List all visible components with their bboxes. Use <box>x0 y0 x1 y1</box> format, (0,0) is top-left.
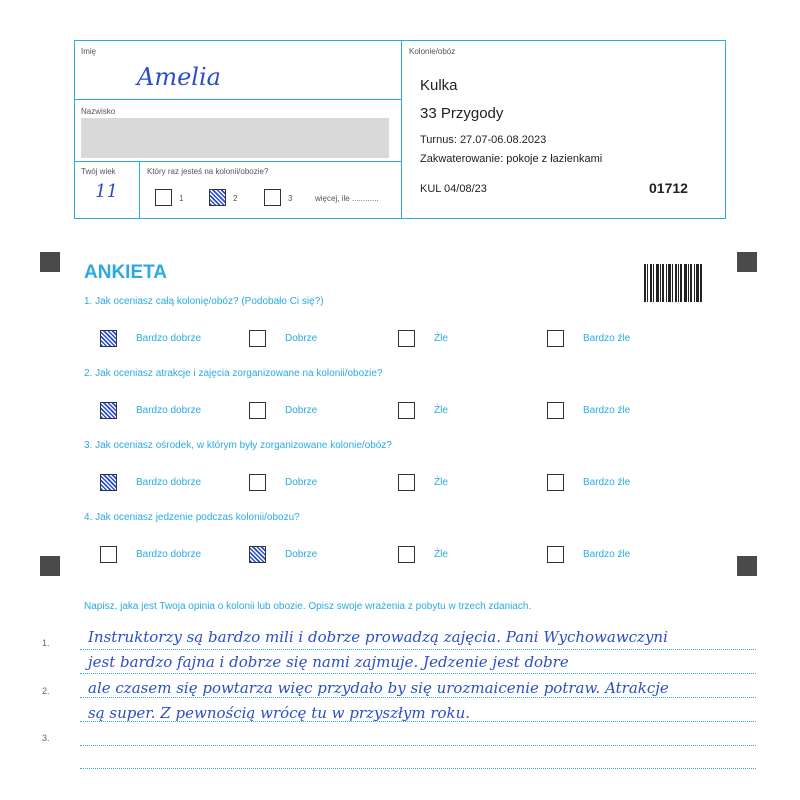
name-value: Amelia <box>137 63 221 91</box>
handwritten-comment-line: są super. Z pewnością wrócę tu w przyszłym roku. <box>88 704 471 722</box>
q3-option-label: Dobrze <box>285 477 318 488</box>
times-checkbox-2[interactable] <box>209 189 226 206</box>
writing-line <box>80 649 756 650</box>
q2-checkbox-very-good[interactable] <box>100 402 117 419</box>
q4-option-label: Bardzo dobrze <box>136 549 202 560</box>
writing-line <box>80 673 756 674</box>
camp-turnus: Turnus: 27.07-06.08.2023 <box>420 134 547 146</box>
q3-option-label: Źle <box>434 477 448 488</box>
camp-location: Kulka <box>420 77 458 94</box>
q3-checkbox-very-good[interactable] <box>100 474 117 491</box>
times-option-more: więcej, ile ............ <box>315 194 379 203</box>
camp-code: KUL 04/08/23 <box>420 183 487 195</box>
camp-program: 33 Przygody <box>420 105 504 122</box>
writing-line <box>80 768 756 769</box>
times-checkbox-3[interactable] <box>264 189 281 206</box>
name-label: Imię <box>81 47 97 56</box>
barcode <box>644 264 702 302</box>
q4-checkbox-very-good[interactable] <box>100 546 117 563</box>
writing-line <box>80 697 756 698</box>
q1-option-label: Bardzo dobrze <box>136 333 202 344</box>
camp-label: Kolonie/obóz <box>409 47 456 56</box>
header-box <box>74 40 726 219</box>
handwritten-comment-line: ale czasem się powtarza więc przydało by się urozmaicenie potraw. Atrakcje <box>88 679 669 697</box>
question-text: 2. Jak oceniasz atrakcje i zajęcia zorganizowane na kolonii/obozie? <box>84 368 383 379</box>
q4-option-label: Dobrze <box>285 549 318 560</box>
q1-checkbox-good[interactable] <box>249 330 266 347</box>
registration-marker <box>737 556 757 576</box>
question-text: 3. Jak oceniasz ośrodek, w którym były zorganizowane kolonie/obóz? <box>84 440 392 451</box>
line-number-3: 3. <box>42 733 50 743</box>
line-number-1: 1. <box>42 638 50 648</box>
q2-checkbox-very-bad[interactable] <box>547 402 564 419</box>
q1-checkbox-very-good[interactable] <box>100 330 117 347</box>
question-text: 1. Jak oceniasz całą kolonię/obóz? (Podobało Ci się?) <box>84 296 324 307</box>
opinion-prompt: Napisz, jaka jest Twoja opinia o kolonii lub obozie. Opisz swoje wrażenia z pobytu w trzech zdaniach. <box>84 601 532 612</box>
writing-line <box>80 745 756 746</box>
q2-option-label: Bardzo dobrze <box>136 405 202 416</box>
q2-option-label: Dobrze <box>285 405 318 416</box>
question-text: 4. Jak oceniasz jedzenie podczas kolonii/obozu? <box>84 512 300 523</box>
q4-option-label: Bardzo źle <box>583 549 631 560</box>
q2-option-label: Bardzo źle <box>583 405 631 416</box>
q2-checkbox-good[interactable] <box>249 402 266 419</box>
q4-option-label: Źle <box>434 549 448 560</box>
q4-checkbox-good[interactable] <box>249 546 266 563</box>
handwritten-comment-line: Instruktorzy są bardzo mili i dobrze prowadzą zajęcia. Pani Wychowawczyni <box>88 628 668 646</box>
registration-marker <box>40 556 60 576</box>
age-value: 11 <box>95 181 118 202</box>
q1-checkbox-bad[interactable] <box>398 330 415 347</box>
times-option-2: 2 <box>233 194 238 203</box>
line-number-2: 2. <box>42 686 50 696</box>
q1-checkbox-very-bad[interactable] <box>547 330 564 347</box>
q3-option-label: Bardzo źle <box>583 477 631 488</box>
registration-marker <box>40 252 60 272</box>
q4-checkbox-very-bad[interactable] <box>547 546 564 563</box>
q4-checkbox-bad[interactable] <box>398 546 415 563</box>
q3-checkbox-good[interactable] <box>249 474 266 491</box>
surname-label: Nazwisko <box>81 107 116 116</box>
age-label: Twój wiek <box>81 167 116 176</box>
times-option-1: 1 <box>179 194 184 203</box>
registration-marker <box>737 252 757 272</box>
q2-option-label: Źle <box>434 405 448 416</box>
handwritten-comment-line: jest bardzo fajna i dobrze się nami zajmuje. Jedzenie jest dobre <box>88 653 569 671</box>
times-label: Który raz jesteś na kolonii/obozie? <box>147 167 269 176</box>
q2-checkbox-bad[interactable] <box>398 402 415 419</box>
times-checkbox-1[interactable] <box>155 189 172 206</box>
camp-number: 01712 <box>649 180 688 196</box>
q3-checkbox-bad[interactable] <box>398 474 415 491</box>
survey-title: ANKIETA <box>84 262 168 283</box>
q3-checkbox-very-bad[interactable] <box>547 474 564 491</box>
q1-option-label: Źle <box>434 333 448 344</box>
redacted-surname <box>81 118 389 158</box>
q1-option-label: Dobrze <box>285 333 318 344</box>
camp-accommodation: Zakwaterowanie: pokoje z łazienkami <box>420 153 603 165</box>
q1-option-label: Bardzo źle <box>583 333 631 344</box>
q3-option-label: Bardzo dobrze <box>136 477 202 488</box>
times-option-3: 3 <box>288 194 293 203</box>
